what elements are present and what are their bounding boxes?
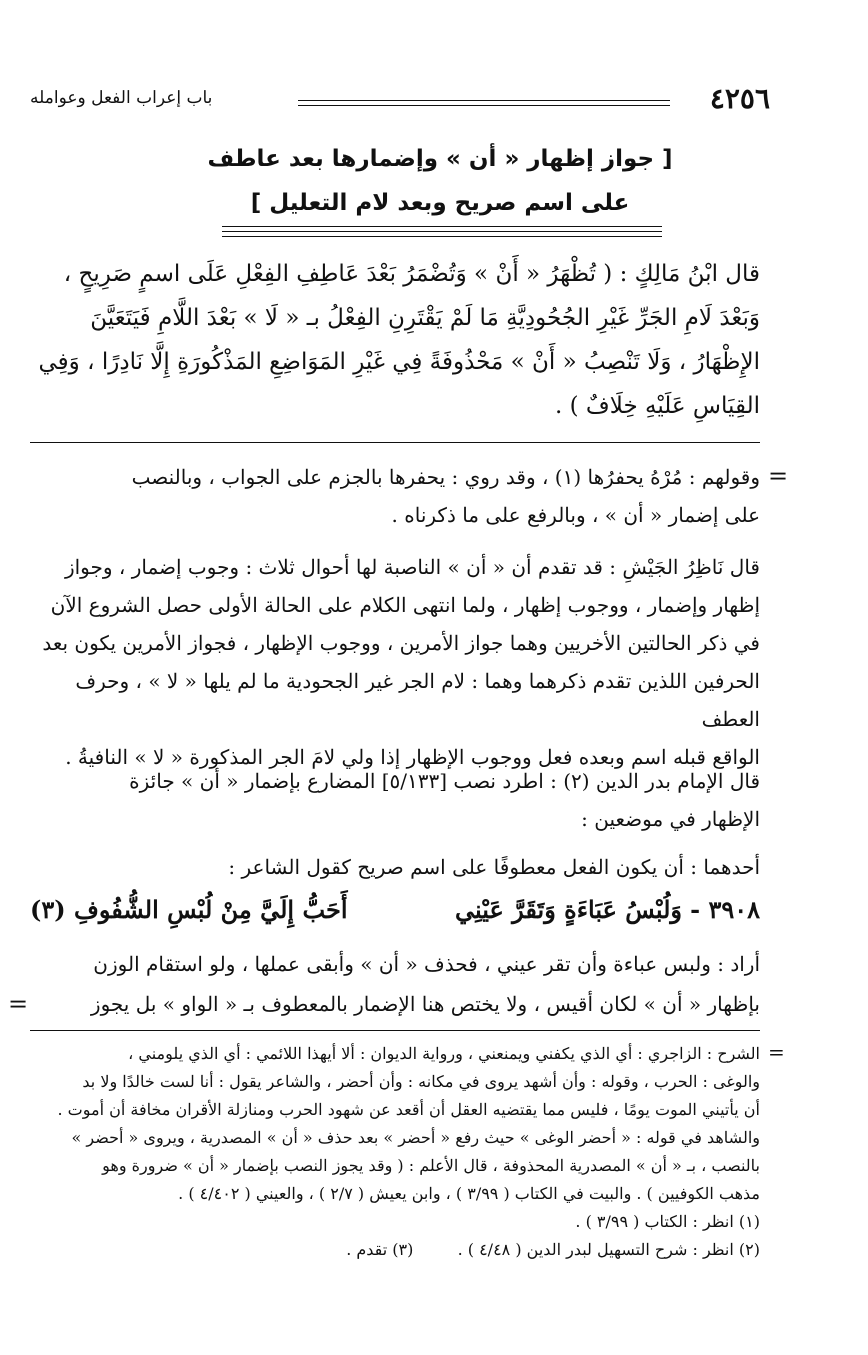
poetry-verse — [30, 895, 760, 939]
verse-second-hemistich: أَحَبُّ إِلَيَّ مِنْ لُبْسِ الشُّفُوفِ (٣) — [30, 895, 348, 924]
page-number: ٤٢٥٦ — [709, 82, 770, 115]
header-rule — [298, 100, 670, 106]
continuation-mark: = — [768, 462, 789, 490]
main-text-rule — [30, 442, 760, 443]
footnote-line: والوغى : الحرب ، وقوله : وأن أشهد يروى في مكانه : وأن أحضر ، والشاعر يقول : أنا لست خالدًا ولا بد — [82, 1072, 760, 1091]
commentary-line: قال نَاظِرُ الجَيْشِ : قد تقدم أن « أن » الناصبة لها أحوال ثلاث : وجوب إضمار ، وجواز — [64, 555, 760, 579]
commentary-line: في ذكر الحالتين الأخريين وهما جواز الأمرين ، ووجوب الإظهار ، فجواز الأمرين يكون بعد — [42, 631, 760, 655]
footnote-line: الشرح : الزاجري : أي الذي يكفني ويمنعني ، ورواية الديوان : ألا أيهذا اللائمي : أي الذي يلومني ، — [128, 1044, 760, 1063]
title-rule-3 — [222, 236, 662, 237]
main-text — [30, 252, 760, 428]
main-text-line: قال ابْنُ مَالِكٍ : ( تُظْهَرُ « أَنْ » وَتُضْمَرُ بَعْدَ عَاطِفِ الفِعْلِ عَلَى اسمٍ صَرِيحٍ ، — [63, 261, 760, 287]
commentary-line: بإظهار « أن » لكان أقيس ، ولا يختص هنا الإضمار بالمعطوف بـ « الواو » بل يجوز — [90, 992, 760, 1016]
commentary-para-4 — [30, 848, 760, 886]
continuation-mark: = — [768, 1040, 785, 1064]
commentary-line: أحدهما : أن يكون الفعل معطوفًا على اسم صريح كقول الشاعر : — [228, 855, 760, 879]
main-text-line: القِيَاسِ عَلَيْهِ خِلَافٌ ) . — [555, 393, 760, 419]
footnote-line — [30, 1236, 760, 1264]
running-header — [30, 82, 770, 122]
commentary-line: الإظهار في موضعين : — [581, 807, 760, 831]
main-text-line: الإِظْهَارُ ، وَلَا تَنْصِبُ « أَنْ » مَحْذُوفَةً فِي غَيْرِ المَوَاضِعِ المَذْكُورَةِ إِلَّا نَادِرًا ، وَفِي — [38, 349, 760, 375]
footnote-3: (٣) تقدم . — [346, 1240, 414, 1259]
footnote-line: مذهب الكوفيين ) . والبيت في الكتاب ( ٣/٩٩ ) ، وابن يعيش ( ٢/٧ ) ، والعيني ( ٤/٤٠٢ ) . — [178, 1184, 760, 1203]
footnotes — [30, 1040, 760, 1264]
continuation-mark: = — [8, 990, 29, 1018]
commentary-line: الحرفين اللذين تقدم ذكرهما وهما : لام الجر غير الجحودية ما لم يلها « لا » ، وحرف العطف — [75, 669, 760, 731]
footnote-line: (١) انظر : الكتاب ( ٣/٩٩ ) . — [575, 1212, 760, 1231]
footnote-line: والشاهد في قوله : « أحضر الوغى » حيث رفع « أحضر » بعد حذف « أن » المصدرية ، ويروى « أحضر » — [71, 1128, 760, 1147]
footnote-line: أن يأتيني الموت يومًا ، فليس مما يقتضيه العقل أن أقعد عن شهود الحرب ومنازلة الأقران مخافة أن أموت . — [57, 1100, 760, 1119]
footnote-line: بالنصب ، بـ « أن » المصدرية المحذوفة ، قال الأعلم : ( وقد يجوز النصب بإضمار « أن » ضرورة وهو — [102, 1156, 760, 1175]
commentary-para-1 — [30, 458, 760, 534]
footnote-2: (٢) انظر : شرح التسهيل لبدر الدين ( ٤/٤٨ ) . — [457, 1240, 760, 1259]
chapter-title: باب إعراب الفعل وعوامله — [30, 88, 213, 108]
section-title-line1: [ جواز إظهار « أن » وإضمارها بعد عاطف — [207, 146, 673, 172]
commentary-line: إظهار وإضمار ، ووجوب إظهار ، ولما انتهى الكلام على الحالة الأولى حصل الشروع الآن — [50, 593, 760, 617]
section-title-line2: على اسم صريح وبعد لام التعليل ] — [250, 190, 630, 216]
commentary-para-3 — [30, 762, 760, 838]
verse-first-hemistich: وَلُبْسُ عَبَاءَةٍ وَتَقَرَّ عَيْنِي — [454, 895, 682, 924]
commentary-line: الواقع قبله اسم وبعده فعل ووجوب الإظهار إذا ولي لامَ الجر المذكورة « لا » النافيةُ . — [65, 745, 760, 769]
main-text-line: وَبَعْدَ لَامِ الجَرِّ غَيْرِ الجُحُودِيَّةِ مَا لَمْ يَقْتَرِنِ الفِعْلُ بـ « لَا » بَعْدَ اللَّامِ فَيَتَعَيَّنَ — [90, 305, 760, 331]
commentary-line: وقولهم : مُرْهُ يحفرُها (١) ، وقد روي : يحفرها بالجزم على الجواب ، وبالنصب — [131, 465, 760, 489]
commentary-line: قال الإمام بدر الدين (٢) : اطرد نصب [٥/١٣٣] المضارع بإضمار « أن » جائزة — [129, 769, 760, 793]
title-rule-2 — [222, 231, 662, 232]
verse-number: ٣٩٠٨ - — [690, 895, 760, 924]
commentary-para-5 — [30, 944, 760, 1024]
footnote-separator — [30, 1030, 760, 1031]
title-rule-1 — [222, 226, 662, 227]
commentary-line: أراد : ولبس عباءة وأن تقر عيني ، فحذف « أن » وأبقى عملها ، ولو استقام الوزن — [93, 952, 760, 976]
commentary-line: على إضمار « أن » ، وبالرفع على ما ذكرناه . — [391, 503, 760, 527]
commentary-para-2 — [30, 548, 760, 776]
